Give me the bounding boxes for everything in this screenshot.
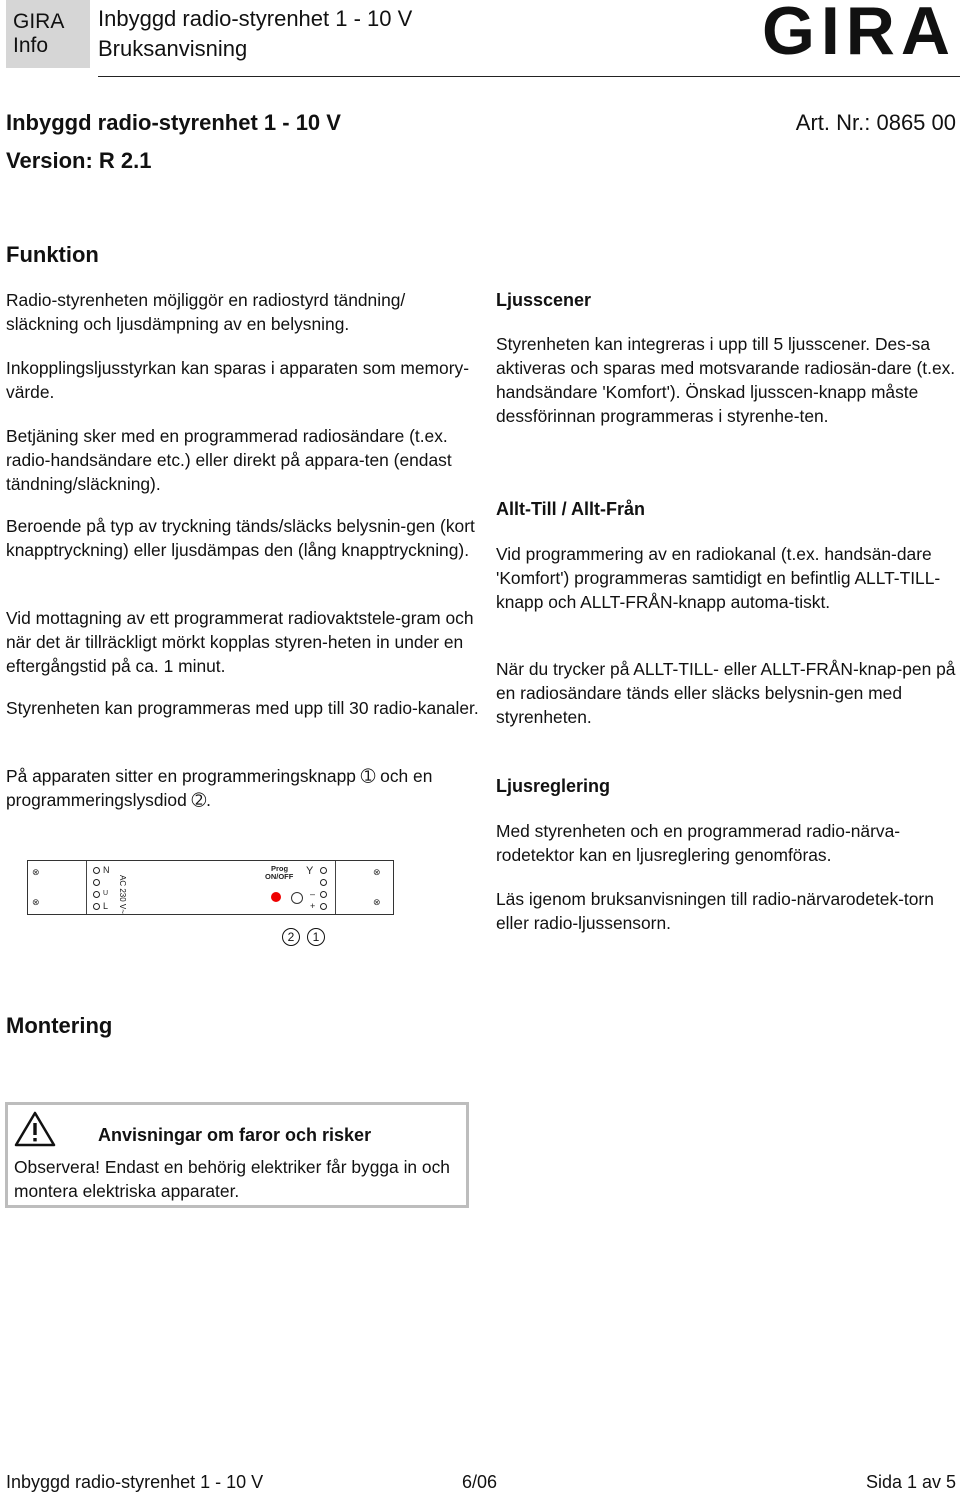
funktion-paragraph: Betjäning sker med en programmerad radiosändare (t.ex. radio-handsändare etc.) eller direkt på appara-ten (endast tändning/släckning). <box>6 426 452 494</box>
terminal-label-u: U <box>103 890 109 897</box>
terminal-pin <box>93 903 100 910</box>
programming-led <box>271 892 281 902</box>
terminal-divider <box>335 861 336 914</box>
header-title-line1: Inbyggd radio-styrenhet 1 - 10 V <box>98 6 413 31</box>
terminal-pin <box>320 903 327 910</box>
gira-logo: GIRA <box>762 0 956 69</box>
screw-icon: ⊗ <box>373 867 381 877</box>
device-diagram <box>27 860 394 915</box>
terminal-label-plus: + <box>310 901 316 911</box>
programming-button[interactable] <box>291 892 303 904</box>
callout-button: 1 <box>307 928 325 946</box>
onoff-label: ON/OFF <box>265 872 294 881</box>
warning-text: Observera! Endast en behörig elektriker får bygga in och montera elektriska apparater. <box>14 1157 450 1201</box>
warning-title: Anvisningar om faror och risker <box>98 1125 372 1145</box>
ljusreglering-heading: Ljusreglering <box>496 776 611 796</box>
antenna-icon: Y <box>306 865 314 877</box>
footer-page: Sida 1 av 5 <box>865 1472 956 1492</box>
version-label: Version: R 2.1 <box>6 148 152 173</box>
product-title: Inbyggd radio-styrenhet 1 - 10 V <box>6 110 341 135</box>
prog-label: Prog <box>271 864 289 873</box>
terminal-pin <box>93 891 100 898</box>
warning-box <box>5 1102 469 1208</box>
screw-icon: ⊗ <box>32 867 40 877</box>
funktion-paragraph: Styrenheten kan programmeras med upp till 30 radio-kanaler. <box>6 698 479 718</box>
terminal-label-l: L <box>103 901 109 911</box>
terminal-pin <box>93 867 100 874</box>
ljusscener-heading: Ljusscener <box>496 290 592 310</box>
terminal-label-n: N <box>103 865 110 875</box>
funktion-paragraph: Vid mottagning av ett programmerat radiovaktstele-gram och när det är tillräckligt mörkt kopplas styren-heten in under en eftergångstid på ca. 1 minut. <box>6 608 474 676</box>
warning-triangle-icon <box>14 1111 56 1147</box>
funktion-heading: Funktion <box>6 242 99 267</box>
terminal-pin <box>93 879 100 886</box>
funktion-paragraph: På apparaten sitter en programmeringsknapp ➀ och en programmeringslysdiod ➁. <box>6 766 433 810</box>
voltage-label: AC 230 V~ <box>118 875 127 914</box>
header-divider <box>98 76 960 77</box>
terminal-divider <box>86 861 87 914</box>
gira-info-badge <box>6 0 90 68</box>
badge-brand: GIRA <box>13 10 65 33</box>
screw-icon: ⊗ <box>373 897 381 907</box>
funktion-paragraph: Beroende på typ av tryckning tänds/släcks belysnin-gen (kort knapptryckning) eller ljusdämpas den (lång knapptryckning). <box>6 516 475 560</box>
terminal-label-minus: – <box>310 889 316 899</box>
terminal-pin <box>320 891 327 898</box>
terminal-pin <box>320 867 327 874</box>
badge-info: Info <box>13 34 49 57</box>
funktion-paragraph: Radio-styrenheten möjliggör en radiostyrd tändning/ släckning och ljusdämpning av en belysning. <box>6 290 406 334</box>
article-number: Art. Nr.: 0865 00 <box>795 110 956 135</box>
allt-till-heading: Allt-Till / Allt-Från <box>496 499 645 519</box>
ljusreglering-paragraph: Läs igenom bruksanvisningen till radio-närvarodetek-torn eller radio-ljussensorn. <box>496 889 934 933</box>
document-header-title <box>98 4 412 64</box>
footer-date: 6/06 <box>462 1472 498 1492</box>
allt-till-paragraph: Vid programmering av en radiokanal (t.ex. handsän-dare 'Komfort') programmeras samtidigt en befintlig ALLT-TILL-knapp och ALLT-FRÅN-knapp automa-tiskt. <box>496 544 941 612</box>
callout-led: 2 <box>282 928 300 946</box>
terminal-pin <box>320 879 327 886</box>
header-title-line2: Bruksanvisning <box>98 36 248 61</box>
allt-till-paragraph: När du trycker på ALLT-TILL- eller ALLT-FRÅN-knap-pen på en radiosändare tänds eller släcks belysnin-gen med styrenheten. <box>496 659 956 727</box>
funktion-paragraph: Inkopplingsljusstyrkan kan sparas i apparaten som memory-värde. <box>6 358 469 402</box>
ljusscener-paragraph: Styrenheten kan integreras i upp till 5 ljusscener. Des-sa aktiveras och sparas med motsvarande radiosän-dare (t.ex. handsändare 'Komfort'). Önskad ljusscen-knapp måste dessförinnan programmeras i styrenhe-ten. <box>496 334 956 426</box>
ljusreglering-paragraph: Med styrenheten och en programmerad radio-närva-rodetektor kan en ljusreglering genomföras. <box>496 821 901 865</box>
footer-product: Inbyggd radio-styrenhet 1 - 10 V <box>6 1472 264 1492</box>
montering-heading: Montering <box>6 1013 113 1038</box>
screw-icon: ⊗ <box>32 897 40 907</box>
